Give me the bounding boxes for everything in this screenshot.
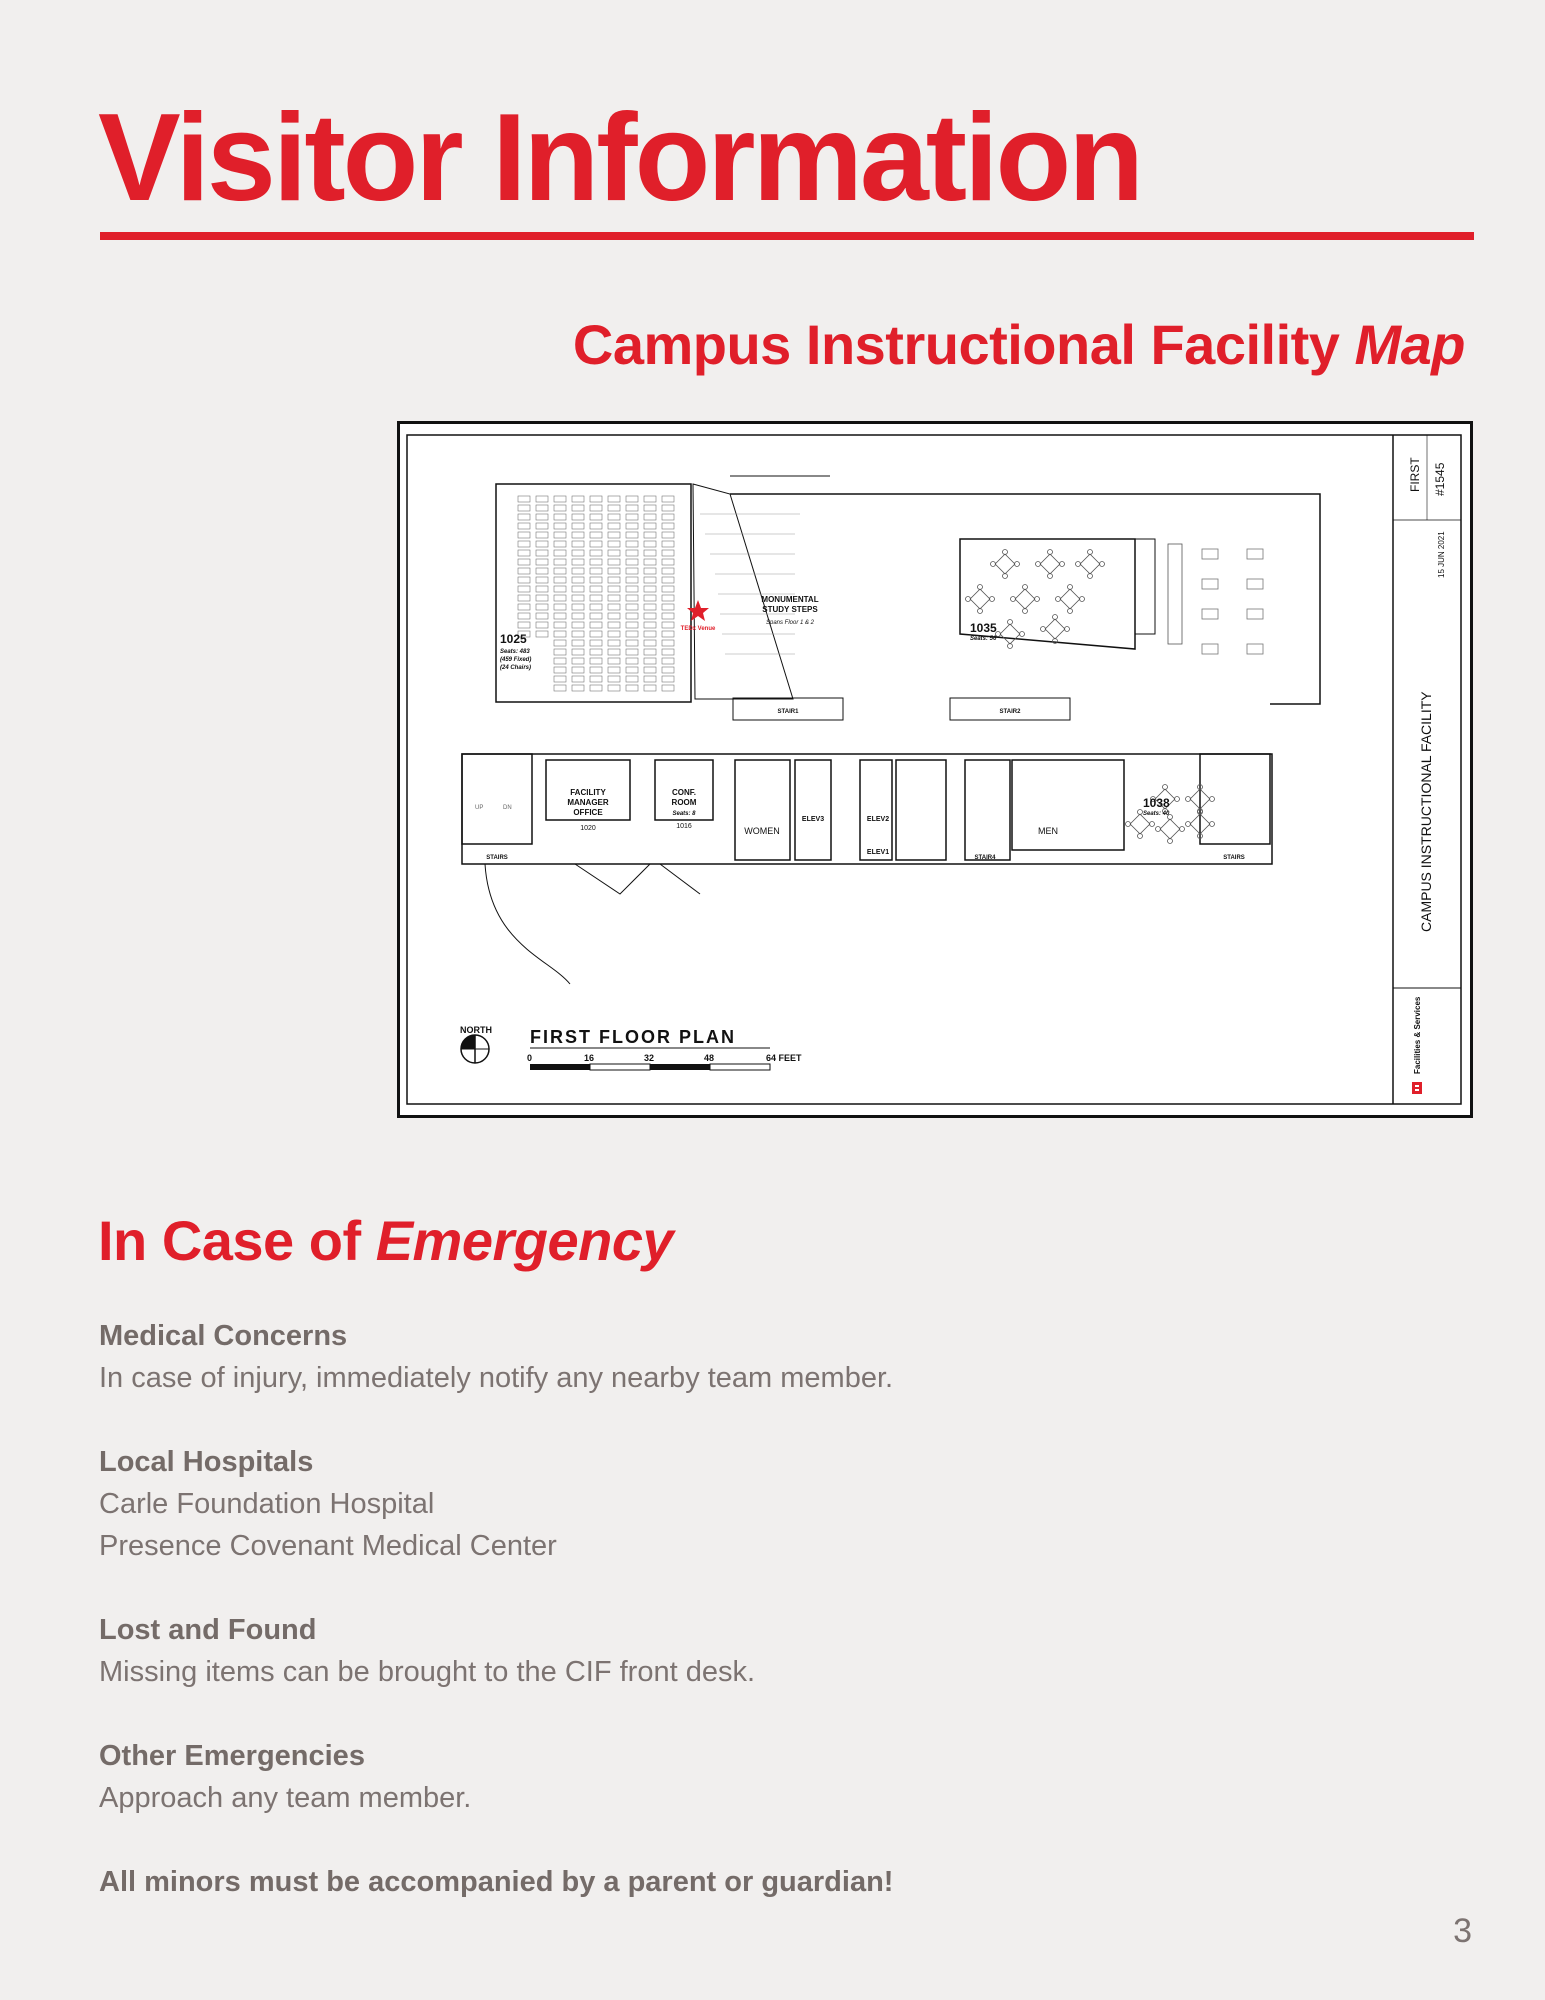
seat [536, 568, 548, 574]
seat [608, 550, 620, 556]
seat [644, 577, 656, 583]
local-hospitals-section [99, 1441, 1199, 1567]
seat [554, 550, 566, 556]
seat [590, 523, 602, 529]
seat [608, 532, 620, 538]
seat [590, 577, 602, 583]
seat [626, 505, 638, 511]
seat [608, 604, 620, 610]
seat [590, 586, 602, 592]
seat [554, 559, 566, 565]
seat [518, 550, 530, 556]
seat [536, 496, 548, 502]
seat [662, 658, 674, 664]
room-1025-chairs: (24 Chairs) [500, 665, 532, 671]
seat [608, 649, 620, 655]
seat [518, 505, 530, 511]
seat [590, 559, 602, 565]
seat [590, 640, 602, 646]
seat [644, 568, 656, 574]
seat [572, 604, 584, 610]
facility-label-1: FACILITY [570, 788, 606, 797]
seat [590, 568, 602, 574]
seat [662, 550, 674, 556]
seat [554, 658, 566, 664]
seat [608, 514, 620, 520]
seat [554, 523, 566, 529]
seat [536, 604, 548, 610]
seat [644, 622, 656, 628]
seat [644, 496, 656, 502]
department-logo-icon [1412, 1082, 1422, 1094]
title-block-drawing-number: #1545 [1433, 462, 1447, 496]
seat [536, 613, 548, 619]
elevator-2: ELEV2 [866, 816, 890, 823]
lounge-table [1247, 579, 1263, 589]
steps-label-1: MONUMENTAL [761, 595, 819, 604]
seat [608, 559, 620, 565]
seat [590, 595, 602, 601]
table [970, 589, 990, 609]
lounge-table [1202, 644, 1218, 654]
table [1160, 819, 1180, 839]
seat [536, 559, 548, 565]
seat [608, 631, 620, 637]
stair-1: STAIR1 [777, 709, 799, 715]
seat [554, 649, 566, 655]
facility-number: 1020 [580, 825, 596, 832]
seat [662, 667, 674, 673]
seat [590, 649, 602, 655]
seat [554, 514, 566, 520]
emergency-info [99, 1315, 1199, 1903]
women-restroom: WOMEN [744, 826, 780, 836]
stairs-east: STAIRS [1223, 855, 1245, 861]
seat [626, 496, 638, 502]
map-heading-text: Campus Instructional Facility [572, 313, 1340, 376]
seat [626, 613, 638, 619]
seat [536, 622, 548, 628]
seat [572, 541, 584, 547]
seat [608, 541, 620, 547]
seat [572, 640, 584, 646]
seat [644, 559, 656, 565]
seat [626, 559, 638, 565]
lounge-table [1247, 644, 1263, 654]
seat [590, 685, 602, 691]
title-block-date: 15 JUN 2021 [1437, 531, 1446, 578]
facility-label-2: MANAGER [567, 798, 609, 807]
map-heading-emphasis: Map [1354, 313, 1465, 376]
seat [662, 676, 674, 682]
seat [554, 640, 566, 646]
scale-label-64: 64 FEET [766, 1053, 802, 1063]
seat [644, 550, 656, 556]
seat [536, 595, 548, 601]
seat [626, 568, 638, 574]
steps-note: Spans Floor 1 & 2 [765, 620, 815, 626]
seat [554, 541, 566, 547]
seat [644, 604, 656, 610]
page-number: 3 [1453, 1912, 1472, 1950]
seat [644, 595, 656, 601]
table [1045, 619, 1065, 639]
seat [554, 532, 566, 538]
scale-label-0: 0 [527, 1053, 533, 1063]
seat [536, 532, 548, 538]
seat [572, 685, 584, 691]
room-1038-number: 1038 [1143, 796, 1170, 810]
lounge-table [1247, 549, 1263, 559]
seat [572, 505, 584, 511]
lost-and-found-section [99, 1609, 1199, 1693]
seat [644, 523, 656, 529]
seat [662, 631, 674, 637]
seat [626, 595, 638, 601]
seat [590, 676, 602, 682]
section-line: Missing items can be brought to the CIF front desk. [99, 1656, 756, 1688]
seat [572, 622, 584, 628]
seat [518, 622, 530, 628]
medical-concerns-section [99, 1315, 1199, 1399]
seat [626, 658, 638, 664]
seat [572, 667, 584, 673]
seat [590, 505, 602, 511]
seat [572, 550, 584, 556]
seat [626, 631, 638, 637]
seat [644, 640, 656, 646]
seat [572, 514, 584, 520]
seat [662, 595, 674, 601]
seat [662, 505, 674, 511]
scale-bar [530, 1064, 770, 1070]
seat [644, 541, 656, 547]
stair-up-label: UP [475, 805, 484, 811]
seat [662, 559, 674, 565]
room-1025-fixed: (459 Fixed) [500, 657, 532, 663]
seat [608, 568, 620, 574]
table [1060, 589, 1080, 609]
seat [608, 622, 620, 628]
seat [662, 640, 674, 646]
scale-label-16: 16 [584, 1053, 595, 1063]
seat [662, 496, 674, 502]
table [1015, 589, 1035, 609]
north-arrow-icon [461, 1035, 489, 1063]
seat [572, 595, 584, 601]
seat [662, 514, 674, 520]
conf-seats: Seats: 8 [672, 811, 696, 817]
section-title: Lost and Found [99, 1614, 317, 1646]
seat [554, 496, 566, 502]
scale-label-32: 32 [644, 1053, 655, 1063]
room-1025-seats: Seats: 483 [500, 649, 530, 655]
stair-4: STAIR4 [974, 855, 996, 861]
seat [662, 685, 674, 691]
seat [608, 640, 620, 646]
seat [518, 559, 530, 565]
tedx-venue-label: TEDx Venue [680, 626, 716, 632]
seat [518, 568, 530, 574]
title-block-floor: FIRST [1408, 457, 1422, 492]
seat [608, 496, 620, 502]
seat [518, 604, 530, 610]
seat [518, 496, 530, 502]
seat [554, 577, 566, 583]
scale-label-48: 48 [704, 1053, 715, 1063]
seat [518, 541, 530, 547]
seat [536, 577, 548, 583]
seat [572, 496, 584, 502]
seat [590, 541, 602, 547]
seat [626, 685, 638, 691]
seat [590, 532, 602, 538]
section-line: In case of injury, immediately notify any nearby team member. [99, 1362, 894, 1394]
emergency-heading-emphasis: Emergency [375, 1209, 674, 1272]
seat [590, 550, 602, 556]
seat [572, 658, 584, 664]
seat [626, 676, 638, 682]
seat [662, 604, 674, 610]
seat [572, 532, 584, 538]
seat [626, 667, 638, 673]
seat [626, 577, 638, 583]
seat [626, 550, 638, 556]
seat [554, 667, 566, 673]
seat [590, 622, 602, 628]
floor-plan-title: FIRST FLOOR PLAN [530, 1027, 736, 1047]
seat [608, 658, 620, 664]
seat [626, 523, 638, 529]
floor-plan-map [397, 421, 1473, 1118]
section-line: Presence Covenant Medical Center [99, 1530, 557, 1562]
seat [518, 523, 530, 529]
seat [590, 658, 602, 664]
section-title: Medical Concerns [99, 1320, 348, 1352]
stairs-west: STAIRS [486, 855, 508, 861]
other-emergencies-section [99, 1735, 1199, 1819]
seat [626, 541, 638, 547]
seat [590, 613, 602, 619]
seat [572, 649, 584, 655]
title-block-department: Facilities & Services [1413, 996, 1422, 1074]
seat [662, 541, 674, 547]
seat [626, 622, 638, 628]
seat [626, 586, 638, 592]
seat [554, 505, 566, 511]
seat [572, 577, 584, 583]
seat [608, 613, 620, 619]
seat [590, 631, 602, 637]
elevator-3: ELEV3 [801, 816, 825, 823]
seat [554, 586, 566, 592]
table [1040, 554, 1060, 574]
table [1130, 814, 1150, 834]
seat [554, 595, 566, 601]
seat [662, 613, 674, 619]
seat [572, 559, 584, 565]
elevator-1: ELEV1 [866, 849, 890, 856]
seat [644, 514, 656, 520]
seat [518, 613, 530, 619]
facility-label-3: OFFICE [573, 808, 603, 817]
table [1080, 554, 1100, 574]
north-label: NORTH [460, 1025, 492, 1035]
seat [536, 514, 548, 520]
seat [608, 595, 620, 601]
seat [536, 550, 548, 556]
seat [662, 622, 674, 628]
seat [644, 586, 656, 592]
seat [590, 667, 602, 673]
seat [662, 577, 674, 583]
seat [644, 505, 656, 511]
seat [536, 523, 548, 529]
seat [554, 613, 566, 619]
seat [644, 685, 656, 691]
seat [572, 586, 584, 592]
title-divider [100, 232, 1474, 240]
lounge-table [1202, 549, 1218, 559]
seat [662, 523, 674, 529]
lounge-table [1247, 609, 1263, 619]
seat [644, 613, 656, 619]
seat [626, 532, 638, 538]
seat [518, 532, 530, 538]
seat [554, 622, 566, 628]
seat [572, 613, 584, 619]
seat [554, 568, 566, 574]
seat [518, 595, 530, 601]
seat [626, 640, 638, 646]
seat [644, 532, 656, 538]
seat [590, 604, 602, 610]
seat [608, 577, 620, 583]
seat [644, 667, 656, 673]
page-title: Visitor Information [98, 89, 1142, 227]
table [995, 554, 1015, 574]
seat [662, 586, 674, 592]
seat [662, 568, 674, 574]
seat [662, 532, 674, 538]
steps-label-2: STUDY STEPS [762, 605, 818, 614]
seat [608, 676, 620, 682]
section-line: Approach any team member. [99, 1782, 472, 1814]
stair-down-label: DN [503, 805, 512, 811]
room-1035-seats: Seats: 56 [970, 636, 997, 642]
room-1038-seats: Seats: 40 [1143, 811, 1170, 817]
seat [572, 676, 584, 682]
seat [536, 505, 548, 511]
seat [536, 631, 548, 637]
seat [536, 541, 548, 547]
emergency-heading-text: In Case of [98, 1209, 361, 1272]
seat [518, 514, 530, 520]
title-block-building: CAMPUS INSTRUCTIONAL FACILITY [1418, 691, 1434, 932]
lounge-table [1202, 579, 1218, 589]
seat [644, 676, 656, 682]
seat [608, 667, 620, 673]
seat [590, 514, 602, 520]
seat [518, 577, 530, 583]
seat [572, 568, 584, 574]
emergency-heading [98, 1208, 673, 1273]
section-title: Other Emergencies [99, 1740, 365, 1772]
lounge-table [1202, 609, 1218, 619]
table [1000, 624, 1020, 644]
seat [626, 649, 638, 655]
seat [608, 505, 620, 511]
seat [572, 631, 584, 637]
conf-number: 1016 [676, 823, 692, 830]
seat [554, 685, 566, 691]
seat [554, 604, 566, 610]
section-line: Carle Foundation Hospital [99, 1488, 435, 1520]
map-section-heading [573, 312, 1465, 377]
seat [608, 685, 620, 691]
title-block [1408, 457, 1447, 1094]
seat [626, 604, 638, 610]
seat [590, 496, 602, 502]
seat [644, 658, 656, 664]
room-1025-number: 1025 [500, 632, 527, 646]
section-title: Local Hospitals [99, 1446, 314, 1478]
seat [518, 586, 530, 592]
seat [554, 676, 566, 682]
men-restroom: MEN [1038, 826, 1058, 836]
seat [644, 631, 656, 637]
seat [608, 523, 620, 529]
room-1035-number: 1035 [970, 621, 997, 635]
seat [572, 523, 584, 529]
stair-2: STAIR2 [999, 709, 1021, 715]
seat [644, 649, 656, 655]
minors-notice: All minors must be accompanied by a parent or guardian! [99, 1866, 894, 1898]
conf-label-2: ROOM [671, 798, 697, 807]
conf-label-1: CONF. [672, 788, 696, 797]
seat [662, 649, 674, 655]
seat [626, 514, 638, 520]
seat [608, 586, 620, 592]
seat [554, 631, 566, 637]
seat [536, 586, 548, 592]
